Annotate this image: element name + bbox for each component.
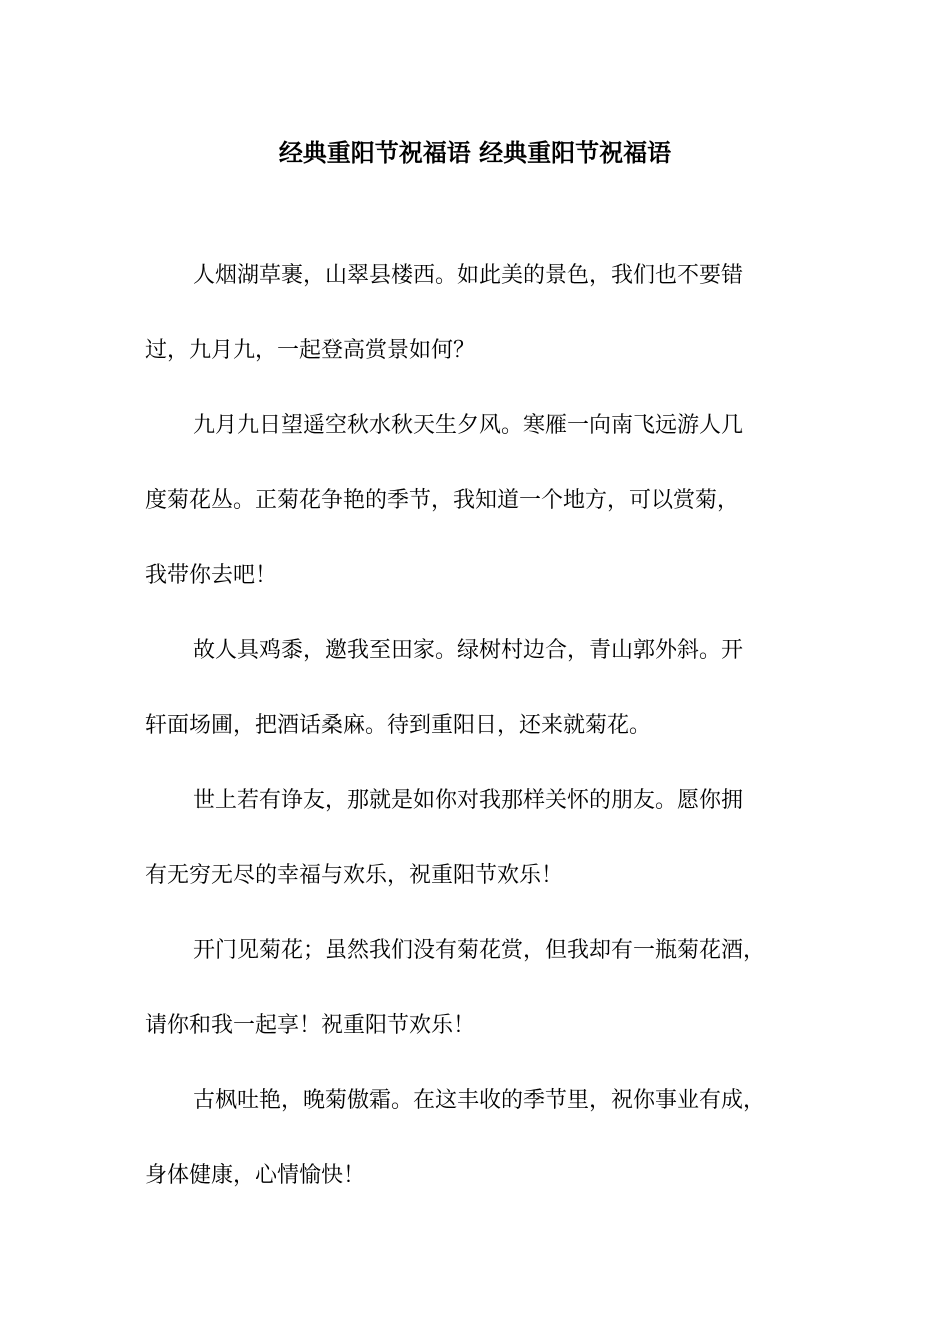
paragraph-line: 度菊花丛。正菊花争艳的季节，我知道一个地方，可以赏菊， <box>145 488 740 513</box>
paragraph-line: 世上若有诤友，那就是如你对我那样关怀的朋友。愿你拥 <box>193 788 744 813</box>
document-title: 经典重阳节祝福语 经典重阳节祝福语 <box>278 138 672 167</box>
paragraph-4 <box>145 777 815 901</box>
paragraph-3 <box>145 627 815 751</box>
paragraph-2 <box>145 402 815 601</box>
paragraph-line: 我带你去吧！ <box>145 563 278 588</box>
paragraph-line: 请你和我一起享！祝重阳节欢乐！ <box>145 1013 476 1038</box>
paragraph-line: 过，九月九，一起登高赏景如何？ <box>145 338 476 363</box>
paragraph-line: 九月九日望遥空秋水秋天生夕风。寒雁一向南飞远游人几 <box>193 413 744 438</box>
paragraph-1 <box>145 252 815 376</box>
paragraph-line: 人烟湖草裹，山翠县楼西。如此美的景色，我们也不要错 <box>193 263 744 288</box>
paragraph-line: 身体健康，心情愉快！ <box>145 1163 366 1188</box>
paragraph-line: 有无穷无尽的幸福与欢乐，祝重阳节欢乐！ <box>145 863 564 888</box>
paragraph-6 <box>145 1077 815 1201</box>
paragraph-line: 轩面场圃，把酒话桑麻。待到重阳日，还来就菊花。 <box>145 713 652 738</box>
paragraph-5 <box>145 927 815 1051</box>
document-body <box>145 252 815 1227</box>
paragraph-line: 开门见菊花；虽然我们没有菊花赏，但我却有一瓶菊花酒， <box>193 938 766 963</box>
paragraph-line: 古枫吐艳，晚菊傲霜。在这丰收的季节里，祝你事业有成， <box>193 1088 766 1113</box>
paragraph-line: 故人具鸡黍，邀我至田家。绿树村边合，青山郭外斜。开 <box>193 638 744 663</box>
